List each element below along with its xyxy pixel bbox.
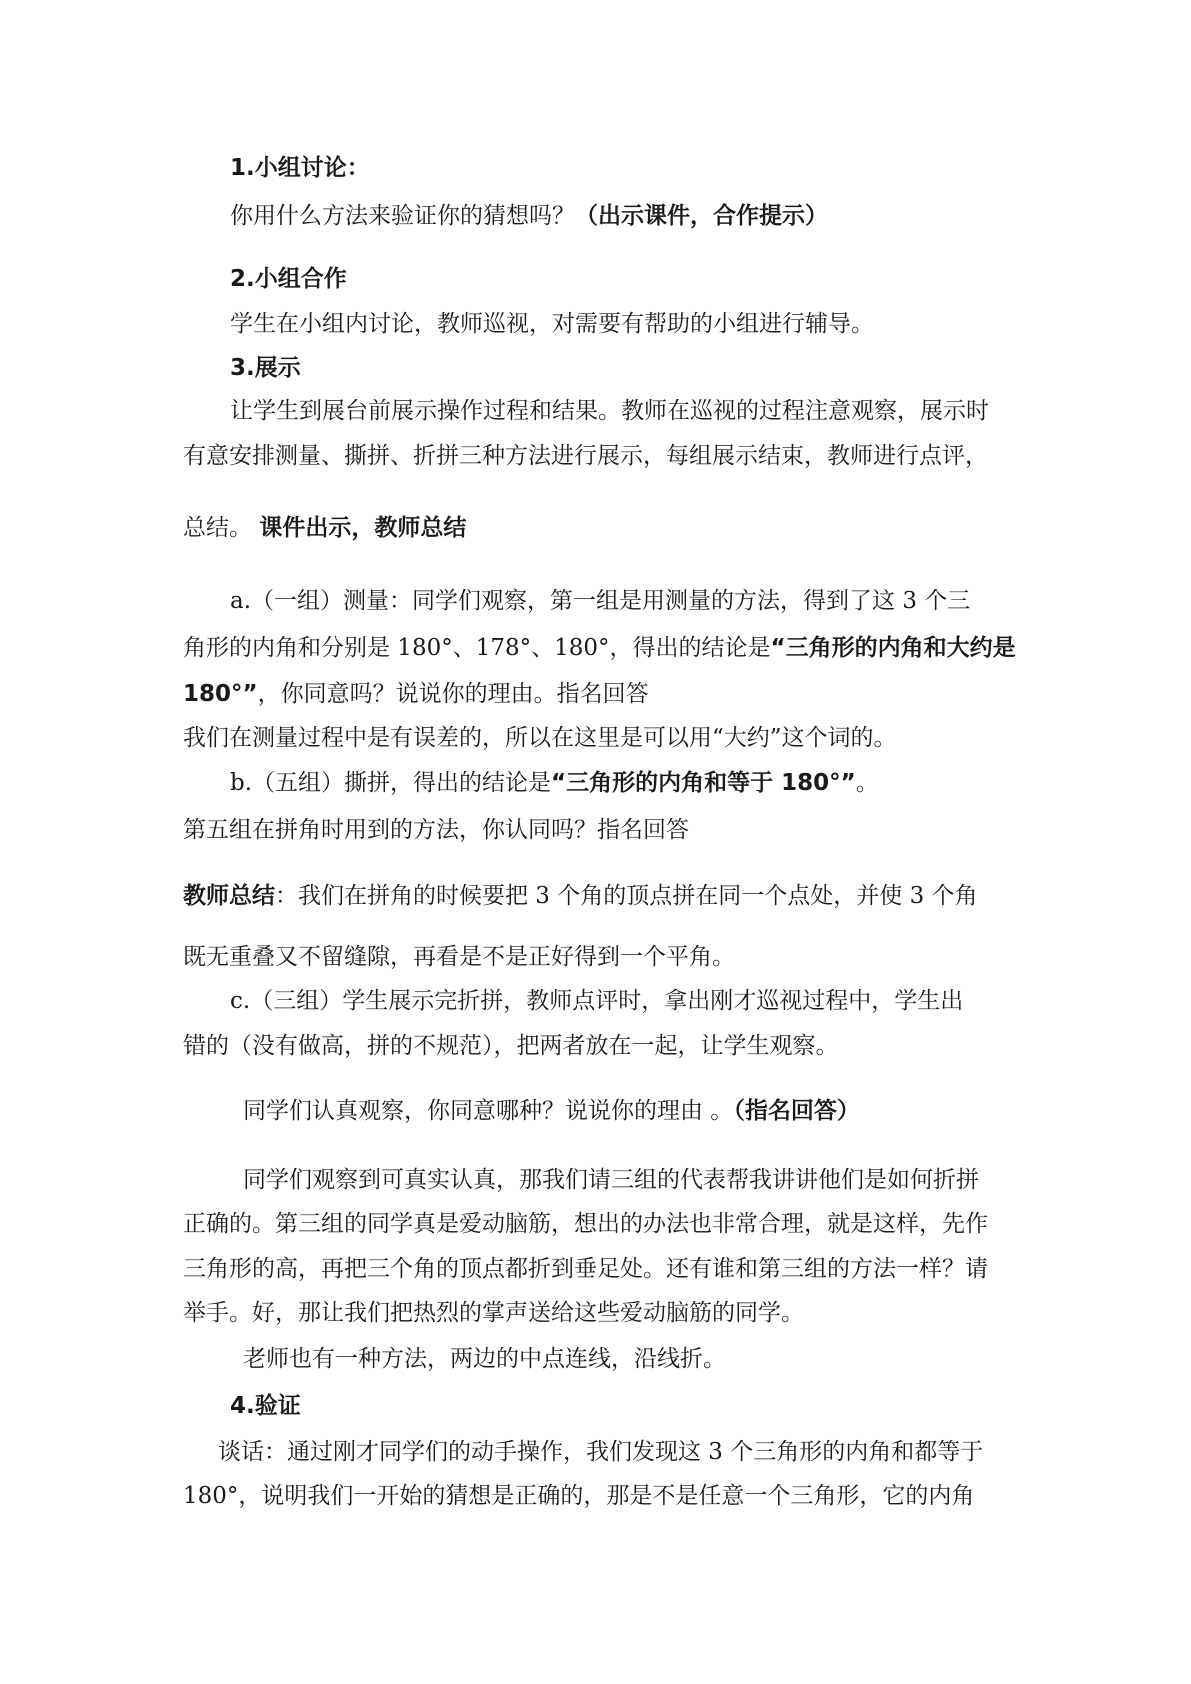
text-line — [183, 880, 978, 912]
text-line — [183, 1253, 988, 1285]
text-line — [183, 941, 735, 973]
body-text: ，你同意吗？说说你的理由。指名回答 — [257, 681, 649, 707]
text-line — [183, 1480, 974, 1512]
bold-text: “三角形的内角和等于 180°” — [551, 770, 856, 796]
bold-text: 3.展示 — [230, 355, 301, 381]
text-line — [218, 1436, 983, 1468]
body-text: 角形的内角和分别是 180°、178°、180°，得出的结论是 — [183, 635, 771, 661]
body-text: 老师也有一种方法，两边的中点连线，沿线折。 — [243, 1346, 726, 1372]
text-line — [243, 1095, 860, 1127]
bold-text: 180°” — [183, 681, 258, 707]
bold-text: “三角形的内角和大约是 — [770, 635, 1016, 661]
text-line — [183, 678, 649, 710]
bold-text: 课件出示，教师总结 — [259, 515, 467, 541]
body-text: a.（一组）测量：同学们观察，第一组是用测量的方法，得到了这 3 个三 — [230, 588, 971, 614]
body-text: 你用什么方法来验证你的猜想吗？ — [230, 203, 575, 229]
text-line — [183, 1030, 839, 1062]
bold-text: 1.小组讨论： — [230, 155, 370, 181]
body-text: 学生在小组内讨论，教师巡视，对需要有帮助的小组进行辅导。 — [230, 311, 874, 337]
bold-text: 4.验证 — [230, 1393, 301, 1419]
text-line — [183, 1297, 804, 1329]
body-text: 三角形的高，再把三个角的顶点都折到垂足处。还有谁和第三组的方法一样？请 — [183, 1256, 988, 1282]
body-text: 让学生到展台前展示操作过程和结果。教师在巡视的过程注意观察，展示时 — [230, 398, 989, 424]
text-line — [183, 440, 988, 472]
text-line — [183, 632, 1016, 664]
body-text: 有意安排测量、撕拼、折拼三种方法进行展示，每组展示结束，教师进行点评， — [183, 443, 988, 469]
text-line — [183, 1208, 988, 1240]
text-line — [183, 722, 897, 754]
body-text: 既无重叠又不留缝隙，再看是不是正好得到一个平角。 — [183, 944, 735, 970]
body-text: 。 — [855, 770, 879, 796]
body-text: 同学们认真观察，你同意哪种？说说你的理由 。 — [243, 1098, 734, 1124]
body-text: 举手。好，那让我们把热烈的掌声送给这些爱动脑筋的同学。 — [183, 1300, 804, 1326]
text-line — [243, 1343, 726, 1375]
text-line — [183, 512, 466, 544]
text-line — [183, 814, 689, 846]
text-line — [230, 767, 879, 799]
body-text: b.（五组）撕拼，得出的结论是 — [230, 770, 552, 796]
bold-text: （指名回答） — [733, 1098, 860, 1124]
bold-text: （出示课件，合作提示） — [575, 203, 828, 229]
body-text: 180°，说明我们一开始的猜想是正确的，那是不是任意一个三角形，它的内角 — [183, 1483, 975, 1509]
text-line — [230, 352, 301, 384]
text-line — [230, 585, 970, 617]
text-line — [230, 308, 874, 340]
body-text: 第五组在拼角时用到的方法，你认同吗？指名回答 — [183, 817, 689, 843]
text-line — [243, 1164, 979, 1196]
body-text: c.（三组）学生展示完折拼，教师点评时，拿出刚才巡视过程中，学生出 — [230, 988, 964, 1014]
bold-text: 2.小组合作 — [230, 266, 347, 292]
text-line — [230, 1390, 301, 1422]
body-text: 总结。 — [183, 515, 260, 541]
body-text: 我们在测量过程中是有误差的，所以在这里是可以用“大约”这个词的。 — [183, 725, 897, 751]
bold-text: 教师总结 — [183, 883, 275, 909]
text-line — [230, 985, 963, 1017]
text-line — [230, 152, 370, 184]
text-line — [230, 263, 347, 295]
body-text: 错的（没有做高，拼的不规范），把两者放在一起，让学生观察。 — [183, 1033, 839, 1059]
text-line — [230, 395, 989, 427]
body-text: ：我们在拼角的时候要把 3 个角的顶点拼在同一个点处，并使 3 个角 — [275, 883, 978, 909]
body-text: 谈话：通过刚才同学们的动手操作，我们发现这 3 个三角形的内角和都等于 — [218, 1439, 984, 1465]
body-text: 同学们观察到可真实认真，那我们请三组的代表帮我讲讲他们是如何折拼 — [243, 1167, 979, 1193]
body-text: 正确的。第三组的同学真是爱动脑筋，想出的办法也非常合理，就是这样，先作 — [183, 1211, 988, 1237]
text-line — [230, 200, 828, 232]
